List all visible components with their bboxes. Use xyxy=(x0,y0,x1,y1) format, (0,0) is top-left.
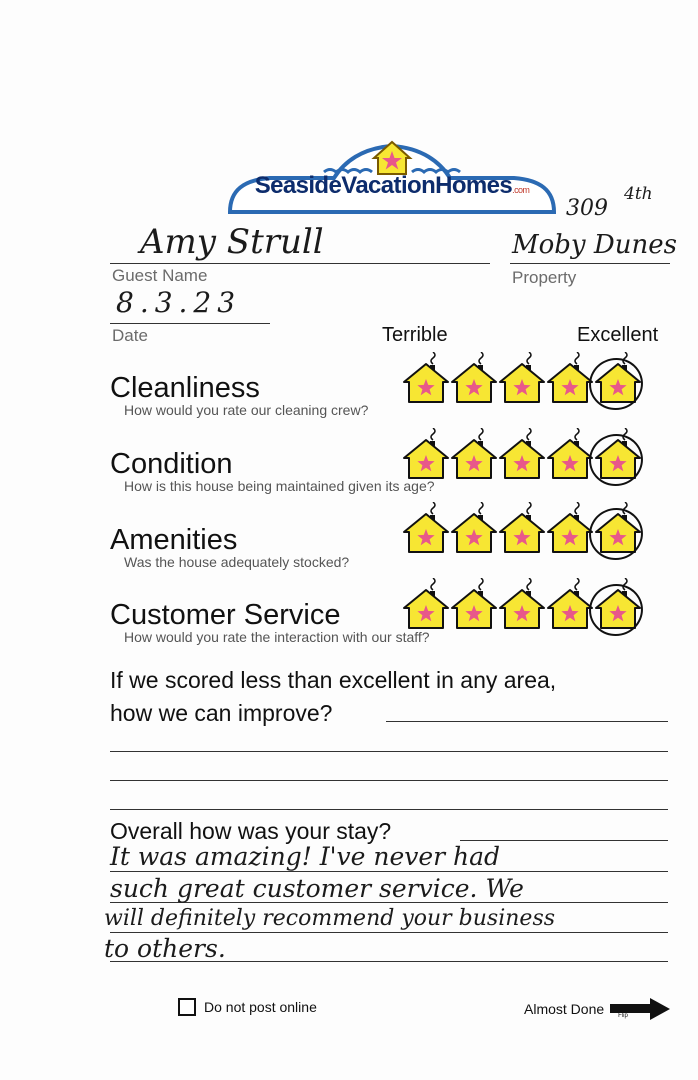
flip-label: Flip xyxy=(618,1013,628,1019)
category-subtitle: Was the house adequately stocked? xyxy=(124,554,350,570)
rating-house-icon[interactable] xyxy=(403,352,449,404)
improve-answer-line xyxy=(110,780,668,781)
overall-question: Overall how was your stay? xyxy=(110,818,392,844)
improve-question-line2: how we can improve? xyxy=(110,700,333,726)
overall-answer-line-1: It was amazing! I've never had xyxy=(110,842,501,871)
arrow-right-icon xyxy=(610,996,672,1022)
property-value: Moby Dunes xyxy=(512,230,677,260)
improve-question-line1: If we scored less than excellent in any area, xyxy=(110,667,557,693)
overall-answer-line-2: such great customer service. We xyxy=(110,874,524,903)
almost-done-indicator xyxy=(524,996,672,1022)
rating-house-icon[interactable] xyxy=(499,502,545,554)
floor-note: 4th xyxy=(624,184,653,204)
almost-done-label: Almost Done xyxy=(524,1001,605,1017)
rating-house-icon[interactable] xyxy=(499,352,545,404)
category-condition xyxy=(110,448,435,494)
scale-high-label: Excellent xyxy=(577,324,659,346)
company-logo xyxy=(224,122,560,222)
rating-houses-amenities xyxy=(403,502,641,554)
date-value: 8.3.23 xyxy=(116,286,242,319)
rating-house-icon[interactable] xyxy=(547,578,593,630)
property-label: Property xyxy=(512,268,577,287)
rating-house-icon[interactable] xyxy=(595,428,641,480)
rating-house-icon[interactable] xyxy=(595,352,641,404)
rating-house-icon[interactable] xyxy=(595,502,641,554)
do-not-post-checkbox[interactable] xyxy=(178,998,196,1016)
do-not-post-option[interactable] xyxy=(178,998,317,1016)
logo-wordmark xyxy=(224,172,560,200)
date-label: Date xyxy=(112,326,148,345)
logo-brand-text: SeasideVacationHomes xyxy=(254,172,513,199)
room-number-note: 309 xyxy=(566,196,608,221)
rating-house-icon[interactable] xyxy=(595,578,641,630)
category-subtitle: How would you rate our cleaning crew? xyxy=(124,402,369,418)
overall-answer-line-4: to others. xyxy=(104,934,226,963)
logo-tld-text: .com xyxy=(512,185,530,195)
rating-house-icon[interactable] xyxy=(547,502,593,554)
rating-houses-cleanliness xyxy=(403,352,641,404)
category-amenities xyxy=(110,524,349,570)
category-title: Customer Service xyxy=(110,599,341,631)
rating-house-icon[interactable] xyxy=(547,428,593,480)
rating-house-icon[interactable] xyxy=(451,428,497,480)
rating-house-icon[interactable] xyxy=(403,428,449,480)
improve-answer-line xyxy=(110,809,668,810)
category-subtitle: How would you rate the interaction with our staff? xyxy=(124,629,430,645)
rating-house-icon[interactable] xyxy=(403,502,449,554)
rating-house-icon[interactable] xyxy=(451,502,497,554)
category-customer-service xyxy=(110,599,430,645)
category-title: Cleanliness xyxy=(110,372,260,404)
date-line xyxy=(110,323,270,324)
scale-low-label: Terrible xyxy=(382,324,448,346)
property-line xyxy=(510,263,670,264)
category-title: Amenities xyxy=(110,524,238,556)
rating-houses-condition xyxy=(403,428,641,480)
improve-answer-line xyxy=(386,721,668,722)
rating-house-icon[interactable] xyxy=(547,352,593,404)
category-subtitle: How is this house being maintained given its age? xyxy=(124,478,435,494)
guest-name-label: Guest Name xyxy=(112,266,208,285)
category-title: Condition xyxy=(110,448,233,480)
rating-house-icon[interactable] xyxy=(499,428,545,480)
rating-house-icon[interactable] xyxy=(451,578,497,630)
do-not-post-label: Do not post online xyxy=(204,999,317,1015)
guest-name-value: Amy Strull xyxy=(140,222,324,262)
rating-house-icon[interactable] xyxy=(499,578,545,630)
guest-name-line xyxy=(110,263,490,264)
rating-house-icon[interactable] xyxy=(403,578,449,630)
overall-answer-line-3: will definitely recommend your business xyxy=(104,906,556,931)
rating-house-icon[interactable] xyxy=(451,352,497,404)
category-cleanliness xyxy=(110,372,368,418)
rating-houses-customer-service xyxy=(403,578,641,630)
improve-answer-line xyxy=(110,751,668,752)
